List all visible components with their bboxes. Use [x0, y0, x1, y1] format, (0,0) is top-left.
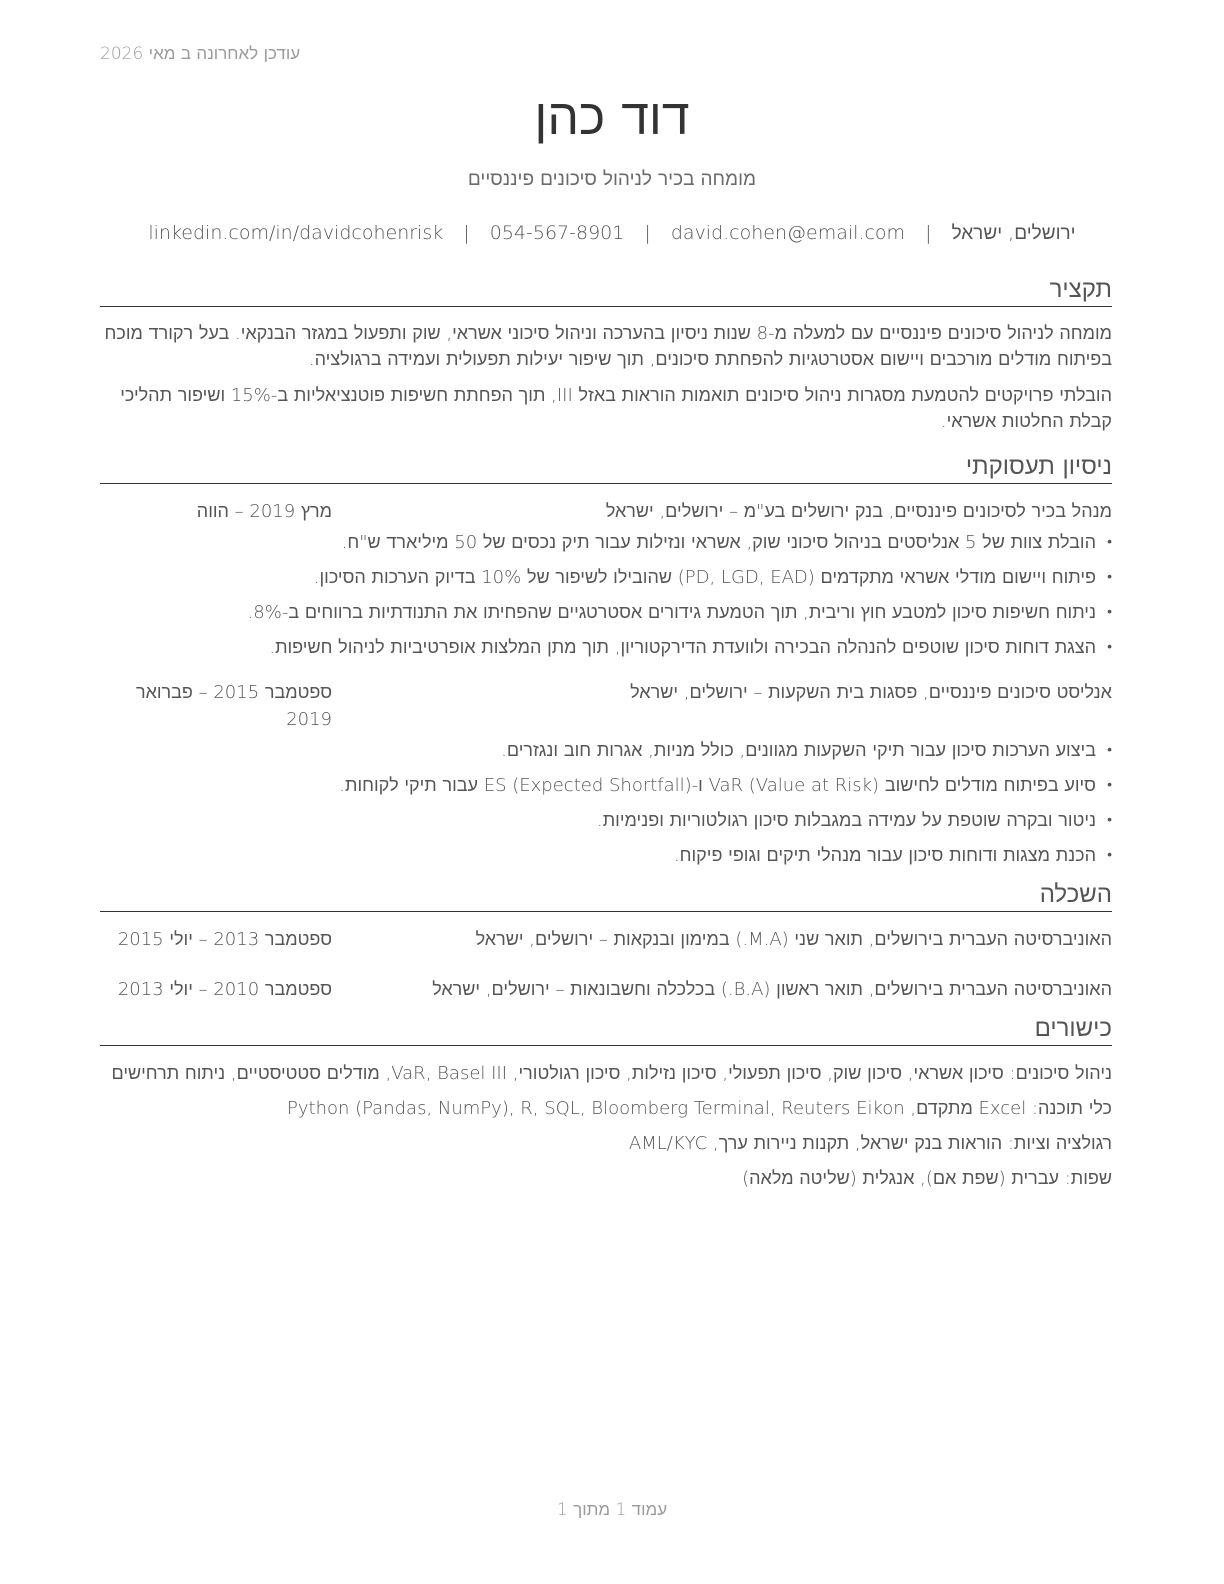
bullet-item: • ניטור ובקרה שוטפת על עמידה במגבלות סיכון רגולטוריות ופנימיות.	[100, 807, 1096, 834]
phone[interactable]: 054-567-8901	[489, 222, 625, 244]
skills-section	[100, 1011, 1112, 1192]
skill-line: כלי תוכנה: Excel מתקדם, Python (Pandas, NumPy), R, SQL, Bloomberg Terminal, Reuters Eikon	[287, 1098, 1112, 1119]
education-entry	[100, 976, 1112, 1003]
skill-line: שפות: עברית (שפת אם), אנגלית (שליטה מלאה)	[742, 1168, 1112, 1189]
separator: |	[463, 222, 470, 244]
summary-paragraph: מומחה לניהול סיכונים פיננסיים עם למעלה מ-8 שנות ניסיון בהערכה וניהול סיכוני אשראי, שוק ותפעול במגזר הבנקאי. בעל רקורד מוכח בפיתוח מודלים מורכבים ויישום אסטרטגיות להפחתת סיכונים, תוך שיפור יעילות תפעולית ועמידה ברגולציה.	[104, 323, 1112, 370]
location: ירושלים, ישראל	[951, 222, 1076, 244]
bullet-item: • הובלת צוות של 5 אנליסטים בניהול סיכוני שוק, אשראי ונזילות עבור תיק נכסים של 50 מיליארד ש"ח.	[100, 529, 1096, 556]
education-dates: ספטמבר 2013 – יולי 2015	[117, 929, 332, 950]
skill-line: ניהול סיכונים: סיכון אשראי, סיכון שוק, סיכון תפעולי, סיכון נזילות, סיכון רגולטורי, VaR, Basel III, מודלים סטטיסטיים, ניתוח תרחישים	[111, 1063, 1112, 1084]
candidate-name: דוד כהן	[534, 88, 690, 146]
experience-section	[100, 449, 1112, 869]
job-bullets	[100, 737, 1112, 869]
bullet-item: • הצגת דוחות סיכון שוטפים להנהלה הבכירה ולוועדת הדירקטוריון, תוך מתן המלצות אופרטיביות לניהול חשיפות.	[100, 634, 1096, 661]
job-dates: ספטמבר 2015 – פברואר 2019	[135, 682, 332, 730]
education-dates: ספטמבר 2010 – יולי 2013	[117, 979, 332, 1000]
job-title: מנהל בכיר לסיכונים פיננסיים, בנק ירושלים בע"מ – ירושלים, ישראל	[605, 501, 1112, 522]
section-heading-skills: כישורים	[100, 1011, 1112, 1046]
skill-line: רגולציה וציות: הוראות בנק ישראל, תקנות ניירות ערך, AML/KYC	[628, 1133, 1112, 1154]
bullet-item: • פיתוח ויישום מודלי אשראי מתקדמים (PD, LGD, EAD) שהובילו לשיפור של 10% בדיוק הערכות הסיכון.	[100, 564, 1096, 591]
section-heading-experience: ניסיון תעסוקתי	[100, 449, 1112, 484]
job-header	[100, 498, 1112, 525]
job-title: אנליסט סיכונים פיננסיים, פסגות בית השקעות – ירושלים, ישראל	[630, 682, 1112, 703]
section-heading-summary: תקציר	[100, 272, 1112, 307]
summary-section	[100, 272, 1112, 435]
resume-body	[100, 272, 1112, 1200]
education-entry	[100, 926, 1112, 953]
separator: |	[644, 222, 651, 244]
job-entry	[100, 679, 1112, 869]
separator: |	[925, 222, 932, 244]
last-updated-note: עודכן לאחרונה ב מאי 2026	[100, 44, 301, 64]
section-heading-education: השכלה	[100, 877, 1112, 912]
contact-line	[0, 222, 1224, 245]
email[interactable]: david.cohen@email.com	[670, 222, 906, 244]
bullet-item: • הכנת מצגות ודוחות סיכון עבור מנהלי תיקים וגופי פיקוח.	[100, 842, 1096, 869]
summary-paragraph: הובלתי פרויקטים להטמעת מסגרות ניהול סיכונים תואמות הוראות באזל III, תוך הפחתת חשיפות פוטנציאליות ב-15% ושיפור תהליכי קבלת החלטות אשראי.	[120, 385, 1112, 432]
education-section	[100, 877, 1112, 1003]
professional-title: מומחה בכיר לניהול סיכונים פיננסיים	[467, 168, 757, 190]
bullet-item: • ביצוע הערכות סיכון עבור תיקי השקעות מגוונים, כולל מניות, אגרות חוב ונגזרים.	[100, 737, 1096, 764]
bullet-item: • ניתוח חשיפות סיכון למטבע חוץ וריבית, תוך הטמעת גידורים אסטרטגיים שהפחיתו את התנודתיות ברווחים ב-8%.	[100, 599, 1096, 626]
degree: האוניברסיטה העברית בירושלים, תואר שני (M.A.) במימון ובנקאות – ירושלים, ישראל	[475, 929, 1112, 950]
bullet-item: • סיוע בפיתוח מודלים לחישוב VaR (Value at Risk) ו-ES (Expected Shortfall) עבור תיקי לקוחות.	[100, 772, 1096, 799]
job-dates: מרץ 2019 – הווה	[196, 501, 332, 522]
job-entry	[100, 498, 1112, 661]
degree: האוניברסיטה העברית בירושלים, תואר ראשון (B.A.) בכלכלה וחשבונאות – ירושלים, ישראל	[432, 979, 1112, 1000]
job-header	[100, 679, 1112, 733]
job-bullets	[100, 529, 1112, 661]
page-number: עמוד 1 מתוך 1	[556, 1500, 668, 1520]
linkedin-link[interactable]: linkedin.com/in/davidcohenrisk	[148, 222, 444, 244]
